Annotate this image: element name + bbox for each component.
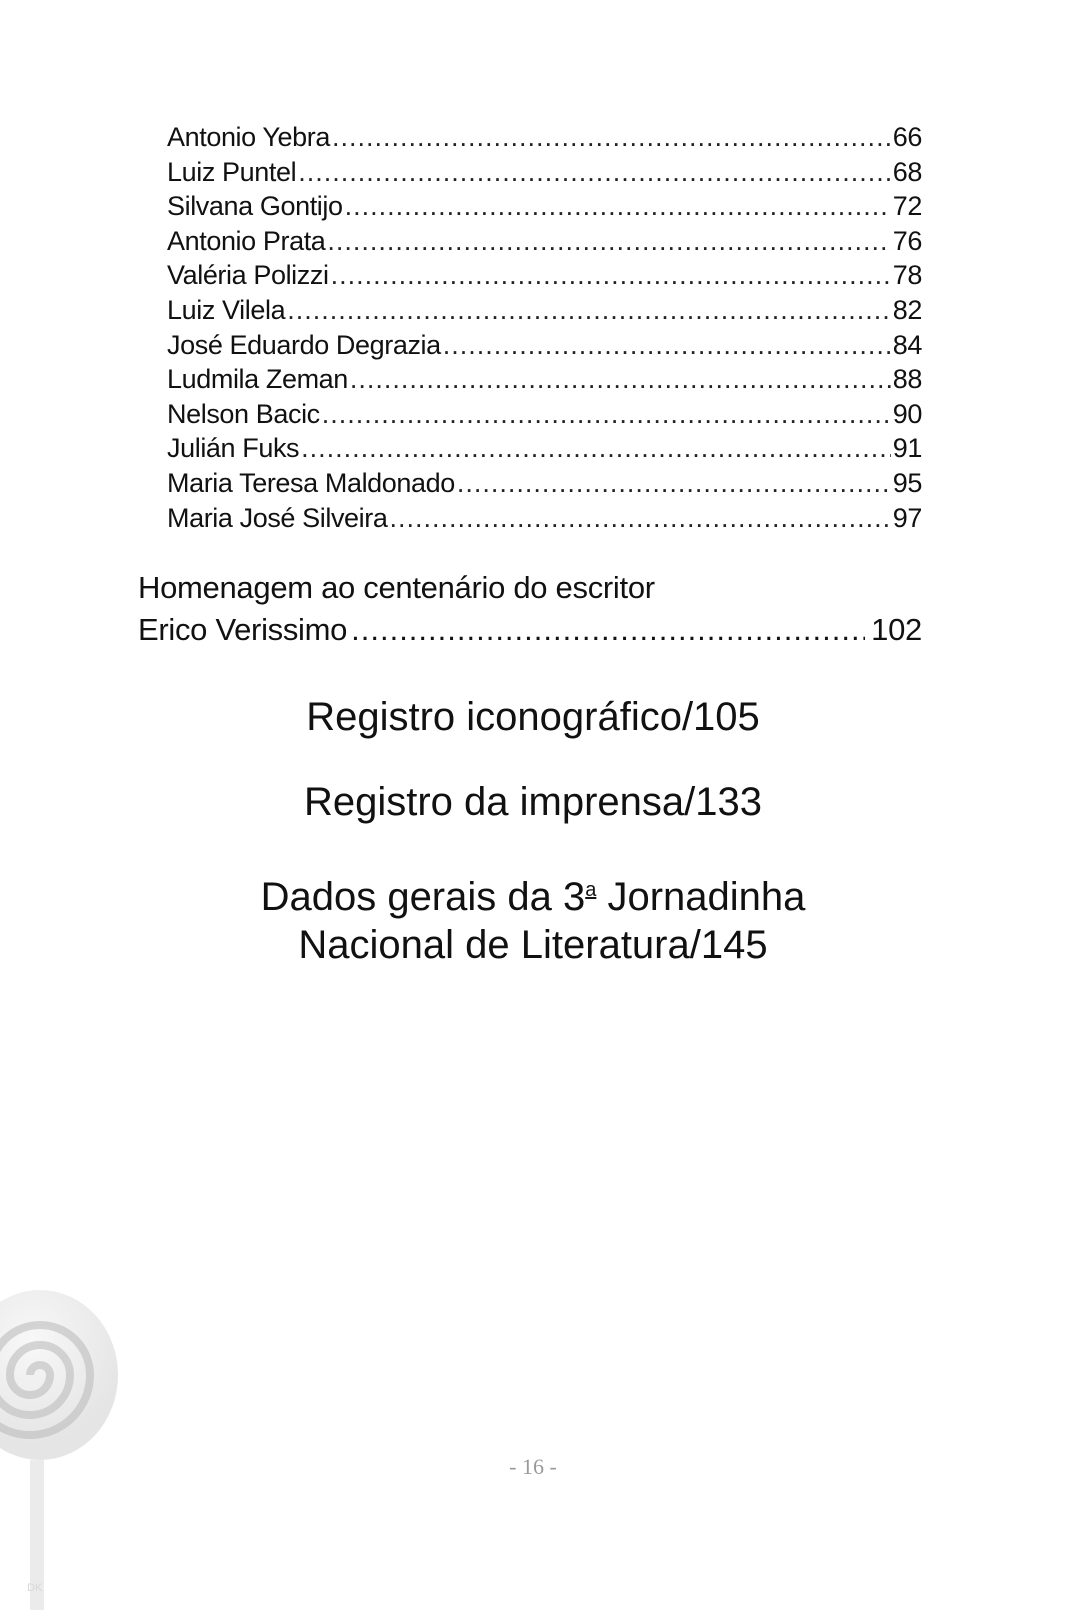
toc-entry-name: Luiz Puntel: [167, 156, 297, 187]
dot-leader: [350, 364, 891, 395]
toc-entry-page: 84: [892, 329, 922, 360]
toc-entry: [167, 468, 922, 503]
toc-entry-page: 68: [892, 156, 922, 187]
general-data-prefix: Dados gerais da 3: [260, 875, 586, 919]
toc-entry-page: 82: [892, 294, 922, 325]
homage-entry: [138, 570, 922, 648]
toc-entry-name: Maria José Silveira: [167, 502, 388, 533]
toc-entry-page: 97: [892, 502, 922, 533]
dot-leader: [301, 433, 891, 464]
toc-entry-name: Luiz Vilela: [167, 294, 286, 325]
lollipop-swirl-icon: [0, 1285, 120, 1615]
toc-entry-page: 91: [892, 433, 922, 464]
dot-leader: [327, 226, 890, 257]
homage-title-line2: Erico Verissimo: [138, 612, 348, 647]
toc-entry: [167, 226, 922, 261]
toc-entry-name: Julián Fuks: [167, 433, 300, 464]
page-number: - 16 -: [509, 1454, 557, 1479]
dot-leader: [389, 503, 890, 534]
toc-entry-name: Ludmila Zeman: [167, 364, 348, 395]
section-iconographic: Registro iconográfico/105: [306, 695, 760, 739]
dot-leader: [443, 330, 891, 361]
toc-entry: [167, 122, 922, 157]
section-general-data-line1: [0, 866, 1066, 921]
section-press: Registro da imprensa/133: [303, 780, 763, 824]
toc-entry-page: 90: [892, 398, 922, 429]
ordinal-superscript: a: [585, 879, 597, 901]
toc-entry-name: Silvana Gontijo: [167, 191, 343, 222]
toc-entry: [167, 157, 922, 192]
toc-entry-name: José Eduardo Degrazia: [167, 329, 441, 360]
toc-entry-page: 76: [892, 225, 922, 256]
dot-leader: [351, 612, 865, 648]
toc-entry-page: 88: [892, 364, 922, 395]
toc-entry: [167, 399, 922, 434]
dot-leader: [345, 191, 891, 222]
toc-entry-page: 78: [892, 260, 922, 291]
section-general-data: [0, 866, 1066, 969]
toc-entry-name: Antonio Prata: [167, 225, 326, 256]
toc-entry-page: 95: [892, 467, 922, 498]
toc-entry-page: 66: [892, 122, 922, 152]
toc-entry-name: Valéria Polizzi: [167, 260, 329, 291]
section-general-data-line2: Nacional de Literatura/145: [298, 923, 768, 967]
general-data-suffix: Jornadinha: [596, 875, 806, 919]
toc-entry: [167, 191, 922, 226]
dot-leader: [332, 122, 891, 153]
toc-entry: [167, 260, 922, 295]
toc-entry: [167, 433, 922, 468]
dot-leader: [322, 399, 891, 430]
homage-title-line1: Homenagem ao centenário do escritor: [138, 570, 655, 605]
toc-entry: [167, 503, 922, 538]
dot-leader: [331, 260, 891, 291]
toc-entry-page: 72: [892, 191, 922, 222]
watermark-text: DK: [27, 1582, 43, 1594]
toc-entry-name: Nelson Bacic: [167, 398, 320, 429]
toc-entry: [167, 330, 922, 365]
toc-list: [167, 122, 922, 537]
toc-entry-name: Antonio Yebra: [167, 122, 330, 152]
homage-title-line2-row: [138, 612, 922, 648]
toc-entry: [167, 364, 922, 399]
dot-leader: [298, 157, 891, 188]
dot-leader: [287, 295, 891, 326]
dot-leader: [457, 468, 891, 499]
homage-page: 102: [871, 612, 922, 647]
toc-entry: [167, 295, 922, 330]
toc-entry-name: Maria Teresa Maldonado: [167, 467, 455, 498]
